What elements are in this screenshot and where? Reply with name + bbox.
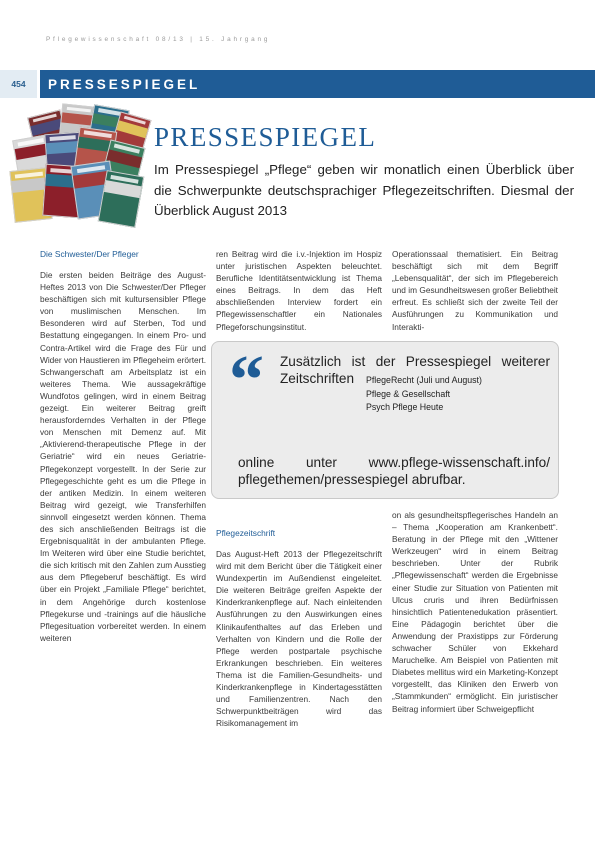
column-die-schwester [40,248,206,830]
column-text: Das August-Heft 2013 der Pflegezeitschrift wird mit dem Bericht über die Tätigkeit einer Wundexpertin im Außendienst eingeleitet. Die weiteren Beiträge greifen Aspekte der Kinderkrankenpflege auf. Nach einleitenden Ausführungen zu den Auswirkungen eines Klinikaufenthaltes auf das Erleben und Verhalten von Kindern und die Rolle der Pflege werden postpartale psychische Erkrankungen beschrieben. Ein weiteres Thema ist die Familien-Gesundheits- und Kinderkrankenpflege in Kindertagesstätten und Familienzentren. Nach den Schwerpunktbeiträgen wird das Risikomanagement im [216,549,382,729]
quote-journal-list [366,374,482,415]
magazine-covers-image [10,103,150,231]
column-pflegezeitschrift [216,527,382,832]
column-heading: Pflegezeitschrift [216,528,276,538]
column-text: ren Beitrag wird die i.v.-Injektion im Hospiz unter juristischen Aspekten beleuchtet. Berufliche Identitätsentwicklung ist Thema eines Beitrags. In dem das Heft abschließenden Interview fordert ein Pflegewissenschaftler ein Nationales Pflegeforschungsinstitut. [216,249,382,332]
journal-name: Psych Pflege Heute [366,402,444,413]
section-header-bar [40,70,595,98]
quote-online-note [238,454,550,488]
magazine-cover [98,170,144,228]
column-text: Die ersten beiden Beiträge des August-Heftes 2013 von Die Schwester/Der Pfleger beschäftigen sich mit kultursensibler Pflege von muslimischen Menschen. Im Besonderen wird auf Sterben, Tod und Bestattung eingegangen. In einem Pro- und Contra-Artikel wird die Frage des Für und Wider von Haustieren im Pflegeheim erörtert. Schwangerschaft am Arbeitsplatz ist ein weiteres Thema. Wie aussagekräftige Wundfotos gelingen, wird in einem Beitrag gezeigt. Ein weiterer Beitrag greift herausforderndes Verhalten in der Pflege von Menschen mit Demenz auf. Mit „Aktivierend-therapeutische Pflege in der Geriatrie“ wird ein neues Geriatrie-Pflegekonzept vorgestellt. In der Serie zur Pflegegeschichte geht es um die Pflege in der antiken Medizin. In einem weiteren Beitrag wird gezeigt, wie Transferhilfen sinnvoll eingesetzt werden können. Thema des sich anschließenden Beitrags ist die Ergebnisqualität in der ambulanten Pflege. Im Weiteren wird über eine Studie berichtet, die sich kritisch mit den Zahlen zum Ausstieg aus dem Pflegeberuf beschäftigt. Es wird über ein Projekt „Familiale Pflege“ berichtet, in dem Angehörige durch kostenlose Pflegekurse und -trainings auf die häusliche Pflegesituation vorbereitet werden. In einem weiteren [40,270,206,643]
column-continuation [392,248,558,333]
section-title: PRESSESPIEGEL [48,77,201,92]
column-text: on als gesundheitspflegerisches Handeln an – Thema „Kooperation am Krankenbett“. Beratung in der Pflege mit den „Wittener Werkzeugen“ wird in einem Beitrag beschrieben. Unter der Rubrik „Pflegewissenschaft“ werden die Ergebnisse einer Studie zur Situation von Patienten mit Ulcus cruris und ihren Bedürfnissen hinsichtlich Patientenedukation präsentiert. Eine Pädagogin berichtet über die Anwendung der Praxistipps zur Förderung schwacher Schüler von Ekkehard Maruchelke. Am Beispiel von Patienten mit Diabetes mellitus wird ein Marketing-Konzept vorgestellt, das Kliniken den Erwerb von „Stammkunden“ ermöglicht. Ein juristischer Beitrag informiert über Schweigepflicht [392,510,558,714]
article-title: PRESSESPIEGEL [154,122,377,152]
column-continuation [216,248,382,333]
quote-line: online unter www.pflege-wissenschaft.info/ [238,455,550,470]
running-head: Pflegewissenschaft 08/13 | 15. Jahrgang [46,36,271,43]
magazine-masthead [50,135,76,140]
magazine-cover-photo [61,112,94,125]
quote-line: Zusätzlich ist der Pressespiegel weiterer [280,354,550,369]
journal-name: PflegeRecht (Juli und August) [366,375,482,385]
magazine-masthead [15,171,43,178]
article-intro: Im Pressespiegel „Pflege“ geben wir monatlich einen Überblick über die Schwerpunkte deutschsprachiger Pflegezeitschriften. Diesmal der Überblick August 2013 [154,162,574,219]
quote-line: pflegethemen/pressespiegel abrufbar. [238,472,466,487]
column-heading: Die Schwester/Der Pfleger [40,249,139,259]
column-text: Operationssaal thematisiert. Ein Beitrag beschäftigt sich mit dem Begriff „Lebensqualität“, der sich im Pflegebereich und im Gesundheitswesen großer Beliebtheit erfreut. Es schließt sich der zweite Teil der Ausführungen zu Kommunikation und Interakti- [392,249,558,332]
journal-name: Pflege & Gesellschaft [366,388,451,399]
column-continuation [392,509,558,832]
quote-mark-icon: “ [229,342,264,419]
quote-line: Zeitschriften [280,371,355,386]
pull-quote-box [211,341,559,499]
page-number: 454 [0,70,37,98]
